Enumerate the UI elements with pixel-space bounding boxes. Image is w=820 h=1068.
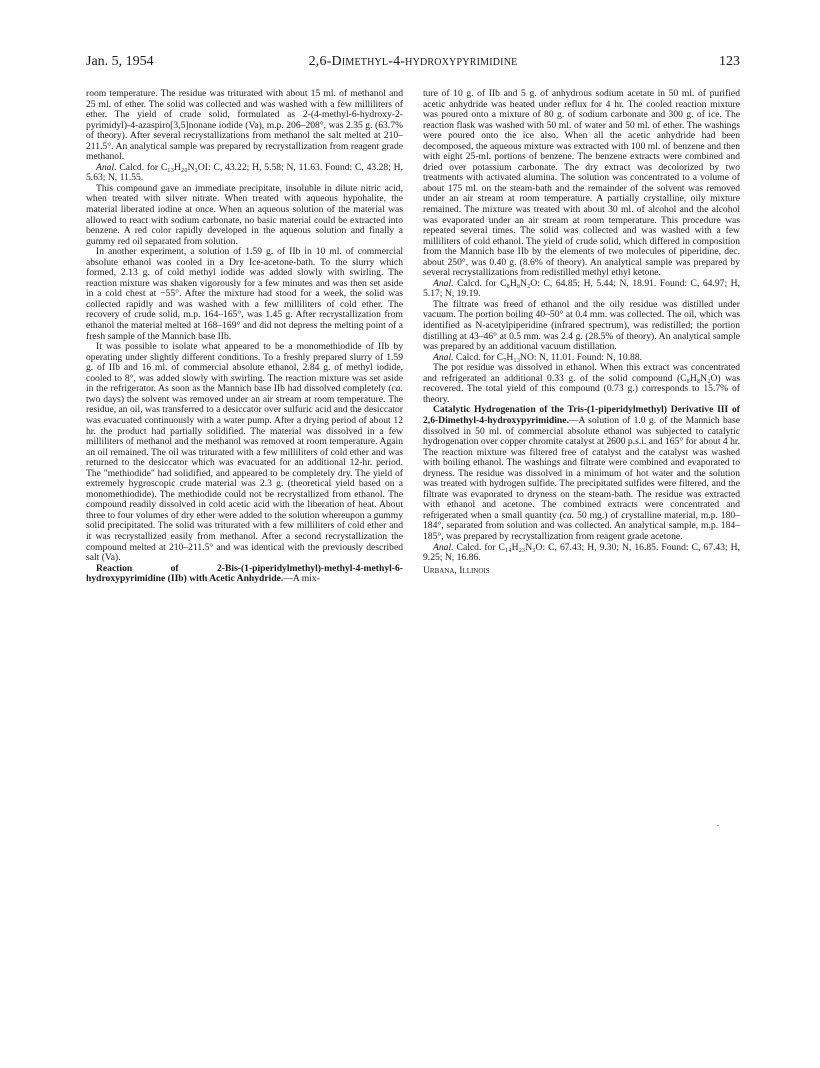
paragraph: ture of 10 g. of IIb and 5 g. of anhydrous sodium acetate in 50 ml. of purified acetic anhydride was heated under reflux for 4 hr. The cooled reaction mixture was poured onto a mixture of 80 g. of sodium carbonate and 300 g. of ice. The reaction flask was washed with 50 ml. of water and 50 ml. of ether. The washings were poured onto the ice also. When all the acetic anhydride had been decomposed, the aqueous mixture was extracted with 100 ml. of benzene and then with eight 25-ml. portions of benzene. The benzene extracts were combined and dried over potassium carbonate. The dry extract was decolorized by two treatments with activated alumina. The solution was concentrated to a volume of about 175 ml. on the steam-bath and the remainder of the solvent was removed under an air stream at room temperature. A partially crystalline, oily mixture remained. The mixture was treated with about 30 ml. of alcohol and the alcohol was evaporated under an air stream at room temperature. This procedure was repeated several times. The solid was collected and was washed with a few milliliters of cold ethanol. The yield of crude solid, which differed in composition from the Mannich base IIb by the elements of two molecules of piperidine, dec. about 250°, was 0.40 g. (8.6% of theory). An analytical sample was prepared by several recrystallizations from redistilled methyl ethyl ketone. bbox=[423, 88, 740, 279]
analysis-line bbox=[423, 279, 740, 300]
header-title: 2,6-Dimethyl-4-hydroxypyrimidine bbox=[308, 54, 518, 69]
scan-speck bbox=[717, 825, 719, 826]
anal-values: Calcd. for C₁₃H₂₀N₃OI: C, 43.22; H, 5.58; N, 11.63. Found: C, 43.28; H, 5.63; N, 11.55. bbox=[86, 161, 403, 184]
section-heading bbox=[423, 405, 740, 542]
analysis-line bbox=[86, 163, 403, 184]
circa-abbrev: ca. bbox=[391, 383, 403, 395]
anal-values: Calcd. for C₁₄H₂₃N₃O: C, 67.43; H, 9.30; N, 16.85. Found: C, 67.43; H, 9.25; N, 16.86. bbox=[423, 541, 740, 564]
section-heading bbox=[86, 564, 403, 585]
paragraph-text: two days) the solvent was removed under an air stream at room temperature. The residue, an oil, was transferred to a desiccator over sulfuric acid and the desiccator was evacuated continuously with a water pump. After a drying period of about 12 hr. the product had partially solidified. The material was dissolved in a few milliliters of methanol and the methanol was removed at room temperature. Again an oil remained. The oil was triturated with a few milliliters of cold ether and was returned to the desiccator which was evacuated for an additional 12-hr. period. The "methiodide" had solidified, and appeared to be completely dry. The yield of extremely hygroscopic crude material was 2.3 g. (theoretical yield based on a monomethiodide). The methiodide could not be recrystallized from ethanol. The compound readily dissolved in cold acetic acid with the liberation of heat. About three to four volumes of dry ether were added to the solution whereupon a gummy solid precipitated. The solid was triturated with a few milliliters of cold ether and it was recrystallized easily from methanol. After a second recrystallization the compound melted at 210–211.5° and was identical with the previously described salt (Va). bbox=[86, 393, 403, 564]
paragraph-text: 50 mg.) of crystalline material, m.p. 180–184°, separated from solution and was collected. An analytical sample, m.p. 184–185°, was prepared by recrystallization from reagent grade acetone. bbox=[423, 509, 740, 542]
header-date: Jan. 5, 1954 bbox=[86, 54, 154, 69]
paragraph bbox=[86, 342, 403, 563]
page-number: 123 bbox=[719, 54, 740, 69]
anal-label: Anal. bbox=[433, 541, 454, 553]
anal-label: Anal. bbox=[433, 277, 454, 289]
paragraph: The filtrate was freed of ethanol and the oily residue was distilled under vacuum. The portion boiling 40–50° at 0.4 mm. was collected. The oil, which was identified as N-acetylpiperidine (infrared spectrum), was redistilled; the portion distilling at 43–46° at 0.5 mm. was 2.4 g. (28.5% of theory). An analytical sample was prepared by an additional vacuum distillation. bbox=[423, 298, 740, 353]
anal-values: Calcd. for C₈H₈N₂O: C, 64.85; H, 5.44; N, 18.91. Found: C, 64.97; H, 5.17; N, 19.19. bbox=[423, 277, 740, 300]
author-address: Urbana, Illinois bbox=[423, 564, 490, 576]
running-header bbox=[86, 54, 740, 70]
anal-label: Anal. bbox=[96, 161, 117, 173]
anal-values: Calcd. for C₇H₁₃NO: N, 11.01. Found: N, 10.88. bbox=[453, 351, 643, 363]
analysis-line bbox=[423, 543, 740, 564]
left-column bbox=[86, 89, 403, 585]
section-heading-tail: —A mix- bbox=[283, 573, 320, 585]
paragraph-text: It was possible to isolate what appeared to be a monomethiodide of IIb by operating under slightly different conditions. To a freshly prepared slurry of 1.59 g. of IIb and 16 ml. of commercial absolute ethanol, 2.84 g. of methyl iodide, cooled to 8°, was added slowly with swirling. The reaction mixture was set aside in the refrigerator. As soon as the Mannich base IIb had dissolved completely ( bbox=[86, 341, 403, 395]
paragraph: room temperature. The residue was triturated with about 15 ml. of methanol and 25 ml. of ether. The solid was collected and was washed with a few milliliters of ether. The yield of crude solid, formulated as 2-(4-methyl-6-hydroxy-2-pyrimidyl)-4-azaspiro[3,5]nonane iodide (Va), m.p. 206–208°, was 2.35 g. (63.7% of theory). After several recrystallizations from methanol the salt melted at 210–211.5°. An analytical sample was prepared by recrystallization from reagent grade methanol. bbox=[86, 88, 403, 163]
paragraph: This compound gave an immediate precipitate, insoluble in dilute nitric acid, when treated with silver nitrate. When treated with aqueous hypohalite, the material liberated iodine at once. When an aqueous solution of the material was allowed to react with sodium carbonate, no basic material could be extracted into benzene. A red color rapidly developed in the aqueous solution and finally a gummy red oil separated from solution. bbox=[86, 182, 403, 247]
right-column bbox=[423, 89, 740, 576]
circa-abbrev: ca. bbox=[562, 509, 575, 521]
section-heading-text: Reaction of 2-Bis-(1-piperidylmethyl)-methyl-4-methyl-6-hydroxypyrimidine (IIb) with Acetic Anhydride. bbox=[86, 562, 403, 585]
paragraph: The pot residue was dissolved in ethanol. When this extract was concentrated and refrigerated an additional 0.33 g. of the solid compound (C₈H₈N₂O) was recovered. The total yield of this compound (0.73 g.) corresponds to 15.7% of theory. bbox=[423, 362, 740, 405]
paragraph-text: —A solution of 1.0 g. of the Mannich base dissolved in 50 ml. of commercial absolute ethanol was subjected to catalytic hydrogenation over copper chromite catalyst at 2600 p.s.i. and 165° for about 4 hr. The reaction mixture was filtered free of catalyst and the catalyst was washed with boiling ethanol. The washings and filtrate were combined and evaporated to dryness. The residue was dissolved in a minimum of hot water and the solution was treated with hydrogen sulfide. The precipitated sulfides were filtered, and the filtrate was evaporated to dryness on the steam-bath. The residue was extracted with ethanol and acetone. The combined extracts were concentrated and refrigerated when a small quantity ( bbox=[423, 414, 740, 521]
anal-label: Anal. bbox=[433, 351, 454, 363]
paragraph: In another experiment, a solution of 1.59 g. of IIb in 10 ml. of commercial absolute ethanol was cooled in a Dry Ice-acetone-bath. To the slurry which formed, 2.13 g. of cold methyl iodide was added slowly with swirling. The reaction mixture was shaken vigorously for a few minutes and was then set aside in a cold chest at −55°. After the mixture had stood for a week, the solid was collected rapidly and was washed with a few milliliters of cold ether. The recovery of crude solid, m.p. 164–165°, was 1.45 g. After recrystallization from ethanol the material melted at 168–169° and did not depress the melting point of a fresh sample of the Mannich base IIb. bbox=[86, 246, 403, 342]
section-heading-text: Catalytic Hydrogenation of the Tris-(1-piperidylmethyl) Derivative III of 2,6-Dimethyl-4-hydroxypyrimidine. bbox=[423, 404, 740, 426]
